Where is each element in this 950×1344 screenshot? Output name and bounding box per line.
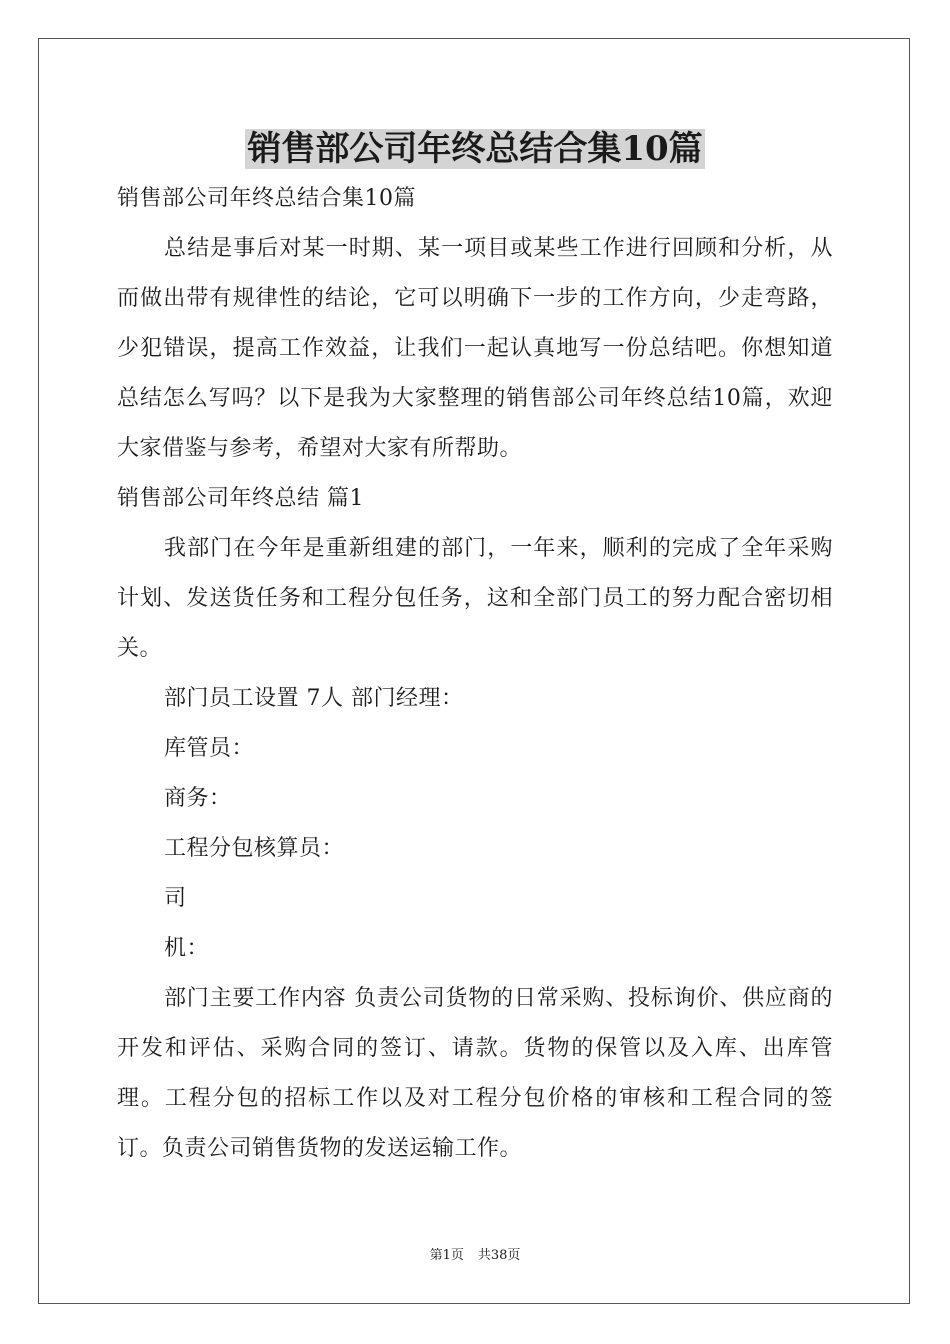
role-accountant: 工程分包核算员：	[164, 836, 345, 861]
document-title-text: 销售部公司年终总结合集10篇	[247, 129, 703, 169]
role-business: 商务：	[164, 786, 232, 811]
work-content-paragraph: 部门主要工作内容 负责公司货物的日常采购、投标询价、供应商的开发和评估、采购合同的签订、请款。货物的保管以及入库、出库管理。工程分包的招标工作以及对工程分包价格的审核和工程合同的签订。负责公司销售货物的发送运输工作。	[117, 986, 833, 1161]
intro-paragraph: 总结是事后对某一时期、某一项目或某些工作进行回顾和分析，从而做出带有规律性的结论，它可以明确下一步的工作方向，少走弯路，少犯错误，提高工作效益，让我们一起认真地写一份总结吧。你想知道总结怎么写吗？以下是我为大家整理的销售部公司年终总结10篇，欢迎大家借鉴与参考，希望对大家有所帮助。	[117, 236, 833, 461]
role-warehouse-keeper: 库管员：	[164, 736, 255, 761]
role-driver-part-2: 机：	[164, 936, 210, 961]
document-subtitle: 销售部公司年终总结合集10篇	[117, 186, 416, 211]
section-heading-1: 销售部公司年终总结 篇1	[117, 486, 364, 511]
staff-setting-line: 部门员工设置 7人 部门经理：	[164, 686, 464, 711]
page-footer	[0, 1246, 950, 1266]
page-number-total: 共38页	[477, 1248, 521, 1263]
document-title	[0, 124, 950, 174]
page-number-current: 第1页	[429, 1248, 464, 1263]
document-body	[117, 174, 833, 1174]
role-driver-part-1: 司	[164, 886, 187, 911]
section-1-paragraph: 我部门在今年是重新组建的部门，一年来，顺利的完成了全年采购计划、发送货任务和工程分包任务，这和全部门员工的努力配合密切相关。	[117, 536, 833, 661]
